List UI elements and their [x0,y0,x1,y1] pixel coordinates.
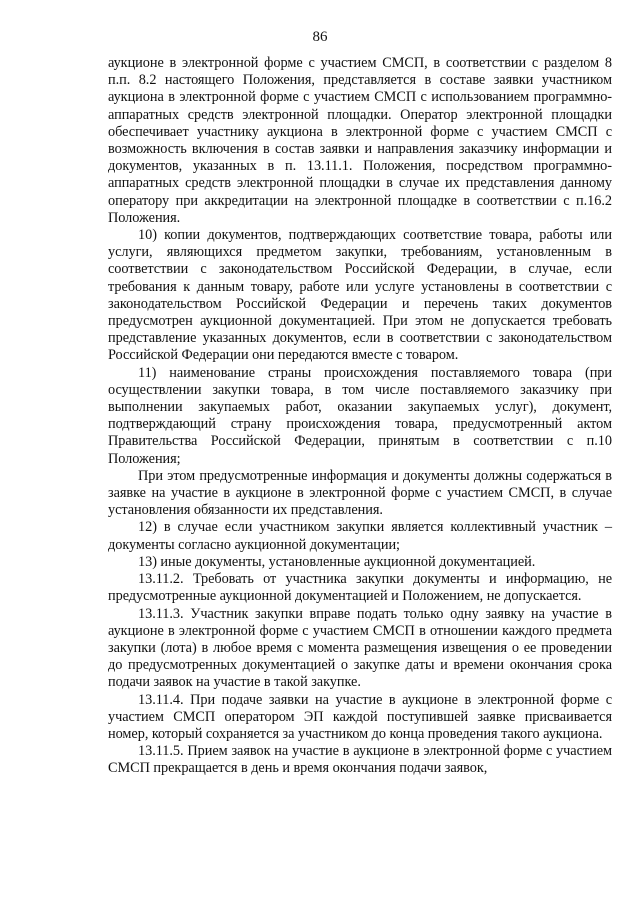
paragraph-item-13: 13) иные документы, установленные аукционной документацией. [138,553,536,570]
paragraph-13-11-3: 13.11.3. Участник закупки вправе подать только одну заявку на участие в аукционе в электронной форме с участием СМСП в отношении каждого предмета закупки (лота) в любое время с момента размещения извещения о ее проведении до предусмотренных документацией о закупке даты и времени окончания срока подачи заявок на участие в такой закупке. [108,605,612,691]
paragraph-13-11-2: 13.11.2. Требовать от участника закупки документы и информацию, не предусмотренные аукционной документацией и Положением, не допускается. [108,571,612,605]
paragraph-item-11: 11) наименование страны происхождения поставляемого товара (при осуществлении закупки товара, в том числе поставляемого заказчику при выполнении закупаемых работ, оказании закупаемых услуг), документ, подтверждающий страну происхождения товара, предусмотренный актом Правительства Российской Федерации, принятым в соответствии с п.10 Положения; [108,364,612,467]
document-body [108,55,612,778]
page-number: 86 [312,29,328,45]
paragraph-item-12: 12) в случае если участником закупки является коллективный участник – документы согласно аукционной документации; [108,519,612,553]
paragraph-13-11-4: 13.11.4. При подаче заявки на участие в аукционе в электронной форме с участием СМСП оператором ЭП каждой поступившей заявке присваивается номер, который сохраняется за участником до конца проведения такого аукциона. [108,691,612,742]
paragraph-item-10: 10) копии документов, подтверждающих соответствие товара, работы или услуги, являющихся предметом закупки, требованиям, установленным в соответствии с законодательством Российской Федерации, в случае, если требования к данным товару, работе или услуге установлены в соответствии с законодательством Российской Федерации и перечень таких документов предусмотрен аукционной документацией. При этом не допускается требовать представление указанных документов, если в соответствии с законодательством Российской Федерации они передаются вместе с товаром. [108,227,612,364]
paragraph-continuation: аукционе в электронной форме с участием СМСП, в соответствии с разделом 8 п.п. 8.2 настоящего Положения, представляется в составе заявки участником аукциона в электронной форме с участием СМСП с использованием программно-аппаратных средств электронной площадки. Оператор электронной площадки обеспечивает участнику аукциона в электронной форме с участием СМСП с возможность включения в состав заявки и направления заказчику информации и документов, указанных в п. 13.11.1. Положения, посредством программно-аппаратных средств электронной площадки в случае их представления данному оператору при аккредитации на электронной площадке в соответствии с п.16.2 Положения. [108,55,612,226]
paragraph-note: При этом предусмотренные информация и документы должны содержаться в заявке на участие в аукционе в электронной форме с участием СМСП, в случае установления обязанности их представления. [108,467,612,519]
paragraph-13-11-5: 13.11.5. Прием заявок на участие в аукционе в электронной форме с участием СМСП прекращается в день и время окончания подачи заявок, [108,743,612,777]
